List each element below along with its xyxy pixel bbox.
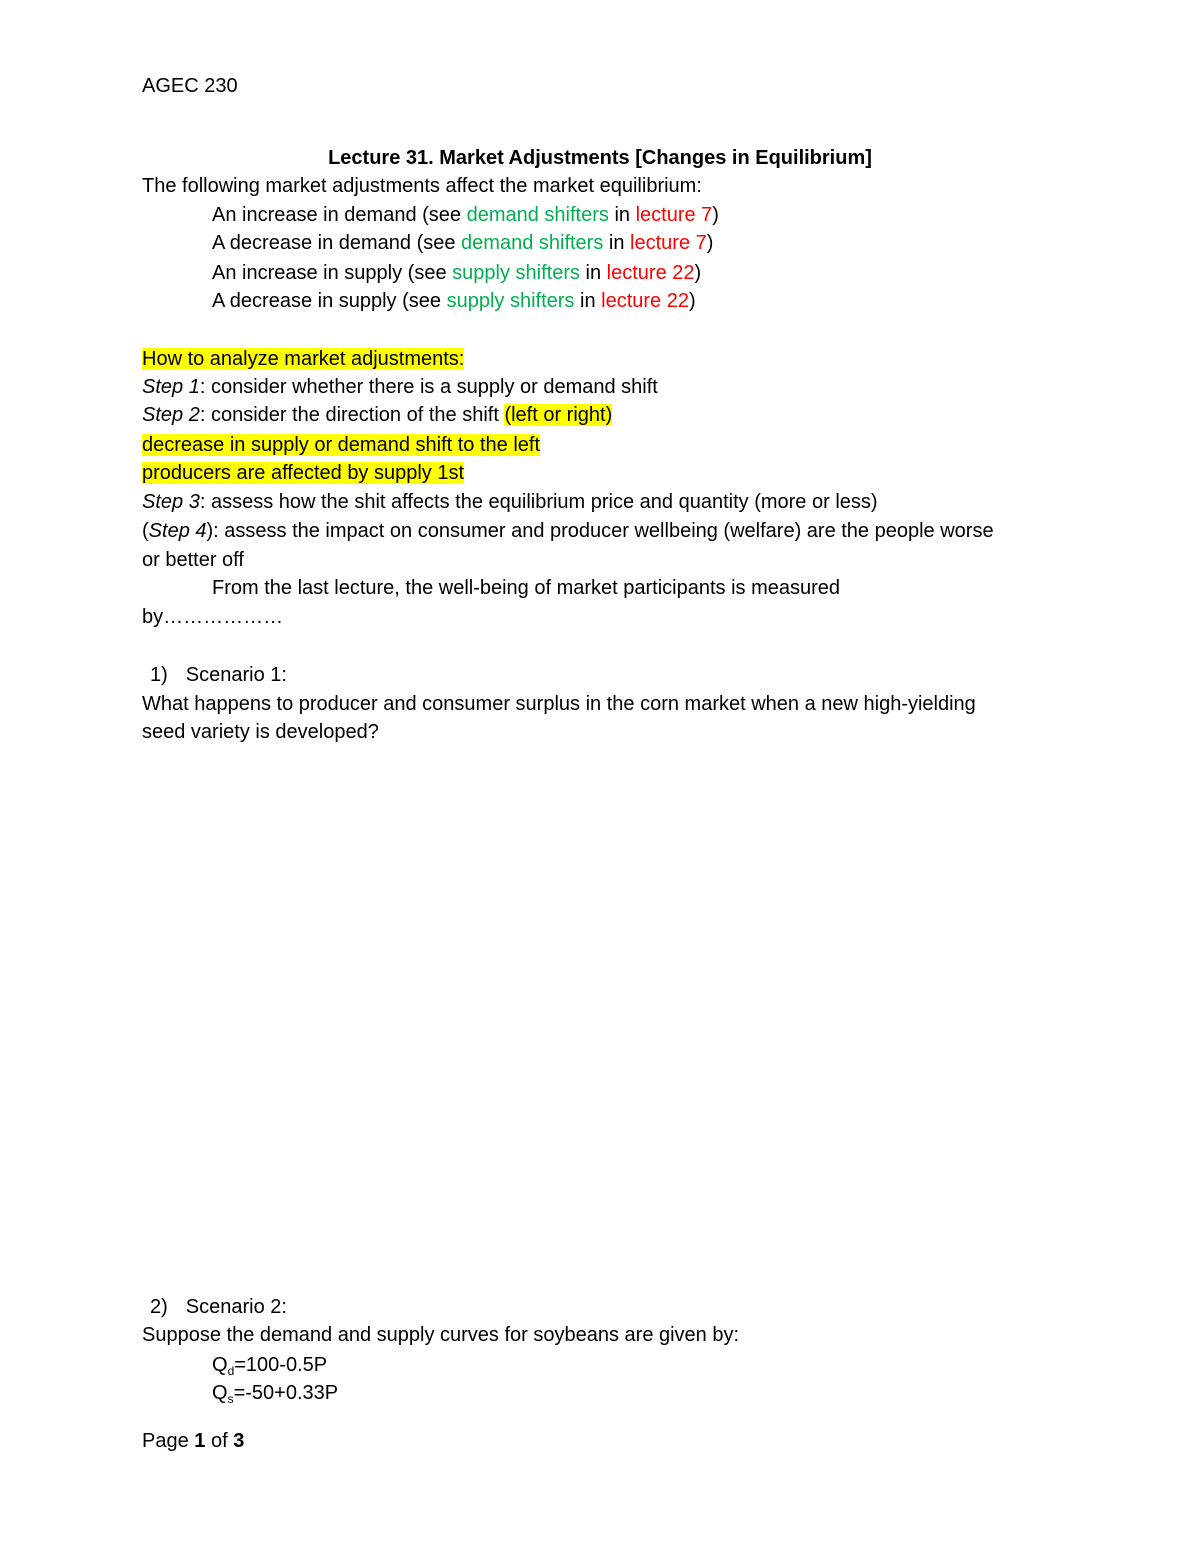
equation-body: =-50+0.33P bbox=[233, 1382, 339, 1404]
step-text: : assess how the shit affects the equilibrium price and quantity (more or less) bbox=[199, 491, 878, 513]
adjustment-item bbox=[212, 230, 713, 256]
equation-symbol: Q bbox=[212, 1354, 228, 1376]
step-1 bbox=[142, 374, 658, 400]
lecture-reference: lecture 22 bbox=[606, 262, 695, 284]
course-header: AGEC 230 bbox=[142, 75, 238, 97]
equation-symbol: Q bbox=[212, 1382, 228, 1404]
scenario-1-question-cont: seed variety is developed? bbox=[142, 721, 379, 743]
highlighted-text: decrease in supply or demand shift to the left bbox=[142, 434, 541, 456]
highlighted-text: producers are affected by supply 1st bbox=[142, 462, 465, 484]
adjustment-text: A decrease in demand (see bbox=[212, 232, 462, 254]
adjustment-text: in bbox=[579, 262, 607, 284]
measured-blank: by……………… bbox=[142, 606, 284, 628]
note-producers bbox=[142, 460, 464, 486]
step-4 bbox=[142, 518, 994, 544]
step-text: : consider whether there is a supply or demand shift bbox=[199, 376, 658, 398]
highlighted-text: How to analyze market adjustments: bbox=[142, 348, 465, 370]
step-text: ( bbox=[142, 520, 149, 542]
equation-body: =100-0.5P bbox=[234, 1354, 328, 1376]
step-label: Step 1 bbox=[142, 376, 200, 398]
measured-text: From the last lecture, the well-being of market participants is measured bbox=[212, 577, 841, 599]
scenario-1-question: What happens to producer and consumer surplus in the corn market when a new high-yielding bbox=[142, 693, 976, 715]
adjustment-text: ) bbox=[712, 204, 719, 226]
adjustment-text: ) bbox=[694, 262, 702, 284]
demand-equation bbox=[212, 1352, 327, 1378]
page-footer bbox=[142, 1428, 244, 1454]
step-label: Step 4 bbox=[148, 520, 207, 542]
footer-text: Page bbox=[142, 1430, 195, 1452]
lecture-reference: lecture 22 bbox=[601, 290, 689, 312]
supply-equation bbox=[212, 1380, 338, 1406]
scenario-2-heading bbox=[150, 1294, 287, 1320]
lecture-reference: lecture 7 bbox=[635, 204, 713, 226]
adjustment-item bbox=[212, 288, 696, 314]
adjustment-text: ) bbox=[706, 232, 714, 254]
adjustment-text: ) bbox=[688, 290, 696, 312]
scenario-label: Scenario 2: bbox=[185, 1296, 287, 1318]
step-3 bbox=[142, 489, 878, 515]
equation-subscript: s bbox=[227, 1392, 234, 1406]
lecture-title: Lecture 31. Market Adjustments [Changes in Equilibrium] bbox=[328, 147, 872, 169]
adjustment-text: A decrease in supply (see bbox=[212, 290, 447, 312]
page-total: 3 bbox=[233, 1430, 245, 1452]
step-label: Step 3 bbox=[142, 491, 200, 513]
note-decrease bbox=[142, 432, 540, 458]
shifter-reference: demand shifters bbox=[466, 204, 609, 226]
lecture-reference: lecture 7 bbox=[630, 232, 707, 254]
adjustment-text: An increase in demand (see bbox=[212, 204, 467, 226]
page-number: 1 bbox=[194, 1430, 206, 1452]
list-number: 2) bbox=[150, 1296, 168, 1318]
adjustment-text: An increase in supply (see bbox=[212, 262, 453, 284]
adjustment-text: in bbox=[603, 232, 631, 254]
footer-text: of bbox=[205, 1430, 234, 1452]
highlighted-text: (left or right) bbox=[504, 404, 613, 426]
howto-heading bbox=[142, 346, 464, 372]
list-number: 1) bbox=[150, 664, 168, 686]
shifter-reference: supply shifters bbox=[452, 262, 580, 284]
adjustment-item bbox=[212, 260, 701, 286]
step-2 bbox=[142, 402, 612, 428]
adjustment-item bbox=[212, 202, 719, 228]
equation-subscript: d bbox=[227, 1364, 235, 1378]
intro-text: The following market adjustments affect the market equilibrium: bbox=[142, 175, 702, 197]
shifter-reference: demand shifters bbox=[461, 232, 604, 254]
shifter-reference: supply shifters bbox=[446, 290, 575, 312]
step-label: Step 2 bbox=[142, 404, 200, 426]
step-text: ): assess the impact on consumer and producer wellbeing (welfare) are the people worse bbox=[206, 520, 994, 542]
adjustment-text: in bbox=[574, 290, 602, 312]
scenario-label: Scenario 1: bbox=[185, 664, 287, 686]
adjustment-text: in bbox=[608, 204, 636, 226]
step-4-continued: or better off bbox=[142, 549, 244, 571]
scenario-2-text: Suppose the demand and supply curves for soybeans are given by: bbox=[142, 1324, 740, 1346]
scenario-1-heading bbox=[150, 662, 287, 688]
step-text: : consider the direction of the shift bbox=[199, 404, 505, 426]
